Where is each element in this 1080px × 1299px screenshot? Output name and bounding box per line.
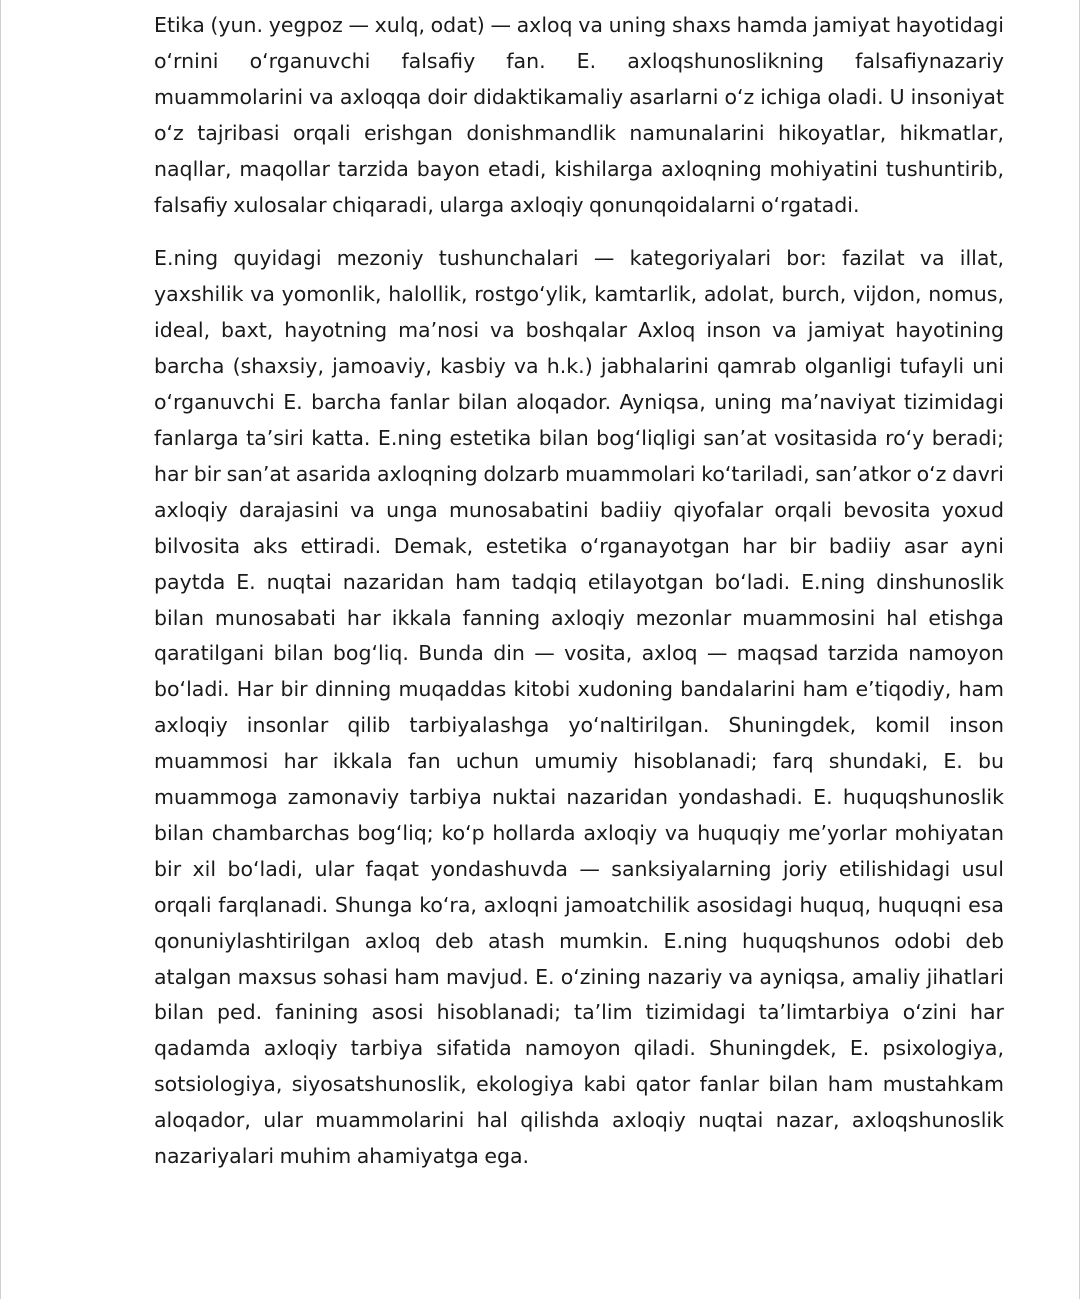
document-body <box>154 8 1004 1175</box>
paragraph-categories: E.ning quyidagi mezoniy tushunchalari — kategoriyalari bor: fazilat va illat, yaxshilik va yomonlik, halollik, rostgo‘ylik, kamtarlik, adolat, burch, vijdon, nomus, ideal, baxt, hayotning ma’nosi va boshqalar Axloq inson va jamiyat hayotining barcha (shaxsiy, jamoaviy, kasbiy va h.k.) jabhalarini qamrab olganligi tufayli uni o‘rganuvchi E. barcha fanlar bilan aloqador. Ayniqsa, uning ma’naviyat tizimidagi fanlarga ta’siri katta. E.ning estetika bilan bog‘liqligi san’at vositasida ro‘y beradi; har bir san’at asarida axloqning dolzarb muammolari ko‘tariladi, san’atkor o‘z davri axloqiy darajasini va unga munosabatini badiiy qiyofalar orqali bevosita yoxud bilvosita aks ettiradi. Demak, estetika o‘rganayotgan har bir badiiy asar ayni paytda E. nuqtai nazaridan ham tadqiq etilayotgan bo‘ladi. E.ning dinshunoslik bilan munosabati har ikkala fanning axloqiy mezonlar muammosini hal etishga qaratilgani bilan bog‘liq. Bunda din — vosita, axloq — maqsad tarzida namoyon bo‘ladi. Har bir dinning muqaddas kitobi xudoning bandalarini ham e’tiqodiy, ham axloqiy insonlar qilib tarbiyalashga yo‘naltirilgan. Shuningdek, komil inson muammosi har ikkala fan uchun umumiy hisoblanadi; farq shundaki, E. bu muammoga zamonaviy tarbiya nuktai nazaridan yondashadi. E. huquqshunoslik bilan chambarchas bog‘liq; ko‘p hollarda axloqiy va huquqiy me’yorlar mohiyatan bir xil bo‘ladi, ular faqat yondashuvda — sanksiyalarning joriy etilishidagi usul orqali farqlanadi. Shunga ko‘ra, axloqni jamoatchilik asosidagi huquq, huquqni esa qonuniylashtirilgan axloq deb atash mumkin. E.ning huquqshunos odobi deb atalgan maxsus sohasi ham mavjud. E. o‘zining nazariy va ayniqsa, amaliy jihatlari bilan ped. fanining asosi hisoblanadi; ta’lim tizimidagi ta’limtarbiya o‘zini har qadamda axloqiy tarbiya sifatida namoyon qiladi. Shuningdek, E. psixologiya, sotsiologiya, siyosatshunoslik, ekologiya kabi qator fanlar bilan ham mustahkam aloqador, ular muammolarini hal qilishda axloqiy nuqtai nazar, axloqshunoslik nazariyalari muhim ahamiyatga ega. <box>154 246 1004 1169</box>
paragraph-intro: Etika (yun. yegpoz — xulq, odat) — axloq va uning shaxs hamda jamiyat hayotidagi o‘rnini o‘rganuvchi falsafiy fan. E. axloqshunoslikning falsafiynazariy muammolarini va axloqqa doir didaktikamaliy asarlarni o‘z ichiga oladi. U insoniyat o‘z tajribasi orqali erishgan donishmandlik namunalarini hikoyatlar, hikmatlar, naqllar, maqollar tarzida bayon etadi, kishilarga axloqning mohiyatini tushuntirib, falsafiy xulosalar chiqaradi, ularga axloqiy qonunqoidalarni o‘rgatadi. <box>154 13 1004 217</box>
